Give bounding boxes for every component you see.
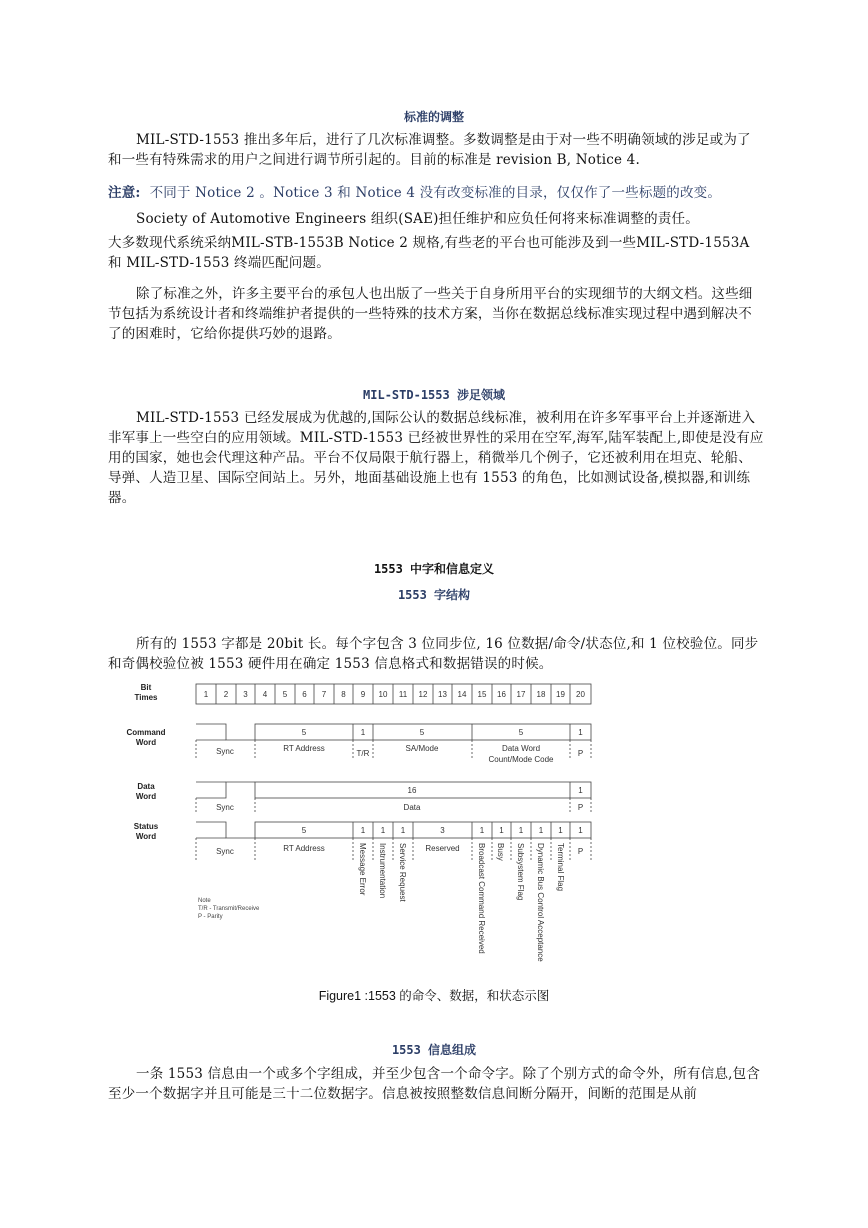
status-message-error-label: Message Error bbox=[358, 843, 367, 896]
note-label: 注意: bbox=[108, 185, 141, 201]
status-word-label-2: Word bbox=[135, 832, 157, 841]
status-dynamic-bus-label: Dynamic Bus Control Acceptance bbox=[536, 843, 545, 962]
status-reserved-label: Reserved bbox=[425, 844, 460, 853]
status-count: 1 bbox=[499, 826, 504, 835]
status-count: 1 bbox=[479, 826, 485, 835]
section-title-word-definitions: 1553 中字和信息定义 bbox=[373, 562, 495, 576]
command-count: 1 bbox=[578, 728, 583, 737]
status-count: 1 bbox=[360, 826, 366, 835]
word-format-diagram bbox=[108, 678, 608, 978]
command-sa-mode-label: SA/Mode bbox=[405, 744, 439, 753]
status-count: 1 bbox=[518, 826, 524, 835]
bit-number: 8 bbox=[341, 690, 346, 699]
paragraph-contractors: 除了标准之外，许多主要平台的承包人也出版了一些关于自身所用平台的实现细节的大纲文档。这些细节包括为系统设计者和终端维护者提供的一些特殊的技术方案，当你在数据总线标准实现过程中遇到解决不了的困难时，它给你提供巧妙的退路。 bbox=[108, 286, 753, 342]
figure-caption: Figure1 :1553 的命令、数据，和状态示图 bbox=[318, 989, 550, 1003]
bit-number: 4 bbox=[262, 690, 268, 699]
command-count: 5 bbox=[419, 728, 425, 737]
bit-number: 17 bbox=[516, 690, 526, 699]
figure-note-parity: P - Parity bbox=[198, 914, 223, 920]
section-title-standard-revisions: 标准的调整 bbox=[403, 110, 464, 124]
subsection-title-word-structure: 1553 字结构 bbox=[397, 588, 471, 602]
data-data-label: Data bbox=[403, 803, 421, 812]
status-busy-label: Busy bbox=[496, 843, 505, 861]
data-count: 1 bbox=[578, 786, 583, 795]
bit-times-label-2: Times bbox=[134, 693, 158, 702]
status-count: 1 bbox=[578, 826, 583, 835]
data-word-label-1: Data bbox=[137, 782, 155, 791]
status-subsystem-flag-label: Subsystem Flag bbox=[516, 843, 525, 901]
status-instrumentation-label: Instrumentation bbox=[378, 843, 387, 899]
data-sync-label: Sync bbox=[216, 803, 234, 812]
bit-number: 6 bbox=[302, 690, 307, 699]
command-word-label-1: Command bbox=[126, 728, 166, 737]
paragraph-word-structure: 所有的 1553 字都是 20bit 长。每个字包含 3 位同步位, 16 位数据/命令/状态位,和 1 位校验位。同步和奇偶校验位被 1553 硬件用在确定 1553 信息格式和数据错误的时候。 bbox=[108, 636, 759, 672]
paragraph-modern-systems: 大多数现代系统采纳MIL-STB-1553B Notice 2 规格,有些老的平台也可能涉及到一些MIL-STD-1553A 和 MIL-STD-1553 终端匹配问题。 bbox=[108, 235, 750, 271]
status-word-label-1: Status bbox=[133, 822, 159, 831]
bit-number: 3 bbox=[243, 690, 248, 699]
paragraph-revisions: MIL-STD-1553 推出多年后，进行了几次标准调整。多数调整是由于对一些不明确领域的涉足或为了和一些有特殊需求的用户之间进行调节所引起的。目前的标准是 revision B, Notice 4. bbox=[108, 132, 751, 168]
status-service-request-label: Service Request bbox=[398, 843, 407, 902]
figure-note-title: Note bbox=[198, 898, 211, 904]
bit-number: 1 bbox=[203, 690, 209, 699]
status-count: 3 bbox=[440, 826, 445, 835]
data-count: 16 bbox=[407, 786, 417, 795]
paragraph-message-composition: 一条 1553 信息由一个或多个字组成，并至少包含一个命令字。除了个别方式的命令外，所有信息,包含至少一个数据字并且可能是三十二位数据字。信息被按照整数信息间断分隔开，间断的范围是从前 bbox=[108, 1066, 761, 1102]
status-count: 5 bbox=[301, 826, 307, 835]
bit-number: 15 bbox=[477, 690, 487, 699]
bit-number: 13 bbox=[438, 690, 447, 699]
bit-number: 16 bbox=[497, 690, 506, 699]
status-count: 1 bbox=[558, 826, 563, 835]
command-parity-label: P bbox=[577, 749, 584, 758]
status-count: 1 bbox=[380, 826, 386, 835]
command-count: 5 bbox=[301, 728, 307, 737]
command-rt-address-label: RT Address bbox=[283, 744, 325, 753]
bit-number: 12 bbox=[418, 690, 428, 699]
bit-number: 20 bbox=[576, 690, 585, 699]
note-text: 不同于 Notice 2 。Notice 3 和 Notice 4 没有改变标准的目录，仅仅作了一些标题的改变。 bbox=[149, 185, 722, 201]
section-title-message-composition: 1553 信息组成 bbox=[391, 1043, 477, 1057]
status-count: 1 bbox=[538, 826, 544, 835]
figure-note-tr: T/R - Transmit/Receive bbox=[198, 906, 260, 912]
command-count: 1 bbox=[360, 728, 366, 737]
status-count: 1 bbox=[400, 826, 406, 835]
section-title-application-areas: MIL-STD-1553 涉足领域 bbox=[363, 388, 505, 402]
bit-number: 14 bbox=[457, 690, 467, 699]
data-parity-label: P bbox=[577, 803, 584, 812]
bit-number: 7 bbox=[321, 690, 327, 699]
bit-number: 19 bbox=[556, 690, 565, 699]
paragraph-application-areas: MIL-STD-1553 已经发展成为优越的,国际公认的数据总线标准，被利用在许多军事平台上并逐渐进入非军事上一些空白的应用领域。MIL-STD-1553 已经被世界性的采用在空军,海军,陆军装配上,即使是没有应用的国家，她也会代理这种产品。平台不仅局限于航行器上，稍微举几个例子，它还被利用在坦克、轮船、导弹、人造卫星、国际空间站上。另外，地面基础设施上也有 1553 的角色，比如测试设备,模拟器,和训练器。 bbox=[108, 410, 764, 506]
command-data-word-label: Data Word bbox=[501, 744, 541, 753]
status-terminal-flag-label: Terminal Flag bbox=[556, 843, 565, 892]
command-count: 5 bbox=[518, 728, 524, 737]
paragraph-sae: Society of Automotive Engineers 组织(SAE)担任维护和应负任何将来标准调整的责任。 bbox=[136, 211, 699, 227]
data-word-label-2: Word bbox=[135, 792, 157, 801]
command-count-mode-label: Count/Mode Code bbox=[488, 755, 554, 764]
status-rt-address-label: RT Address bbox=[283, 844, 325, 853]
command-sync-label: Sync bbox=[216, 747, 234, 756]
bit-number: 2 bbox=[223, 690, 229, 699]
command-tr-label: T/R bbox=[356, 749, 370, 758]
note-paragraph bbox=[108, 183, 764, 203]
status-broadcast-received-label: Broadcast Command Received bbox=[477, 843, 486, 954]
bit-times-label-1: Bit bbox=[140, 683, 152, 692]
bit-number: 11 bbox=[398, 690, 408, 699]
bit-number: 9 bbox=[360, 690, 366, 699]
command-word-label-2: Word bbox=[135, 738, 157, 747]
bit-number: 18 bbox=[536, 690, 546, 699]
status-sync-label: Sync bbox=[216, 847, 234, 856]
status-parity-label: P bbox=[577, 847, 584, 856]
bit-number: 10 bbox=[378, 690, 388, 699]
bit-number: 5 bbox=[282, 690, 288, 699]
